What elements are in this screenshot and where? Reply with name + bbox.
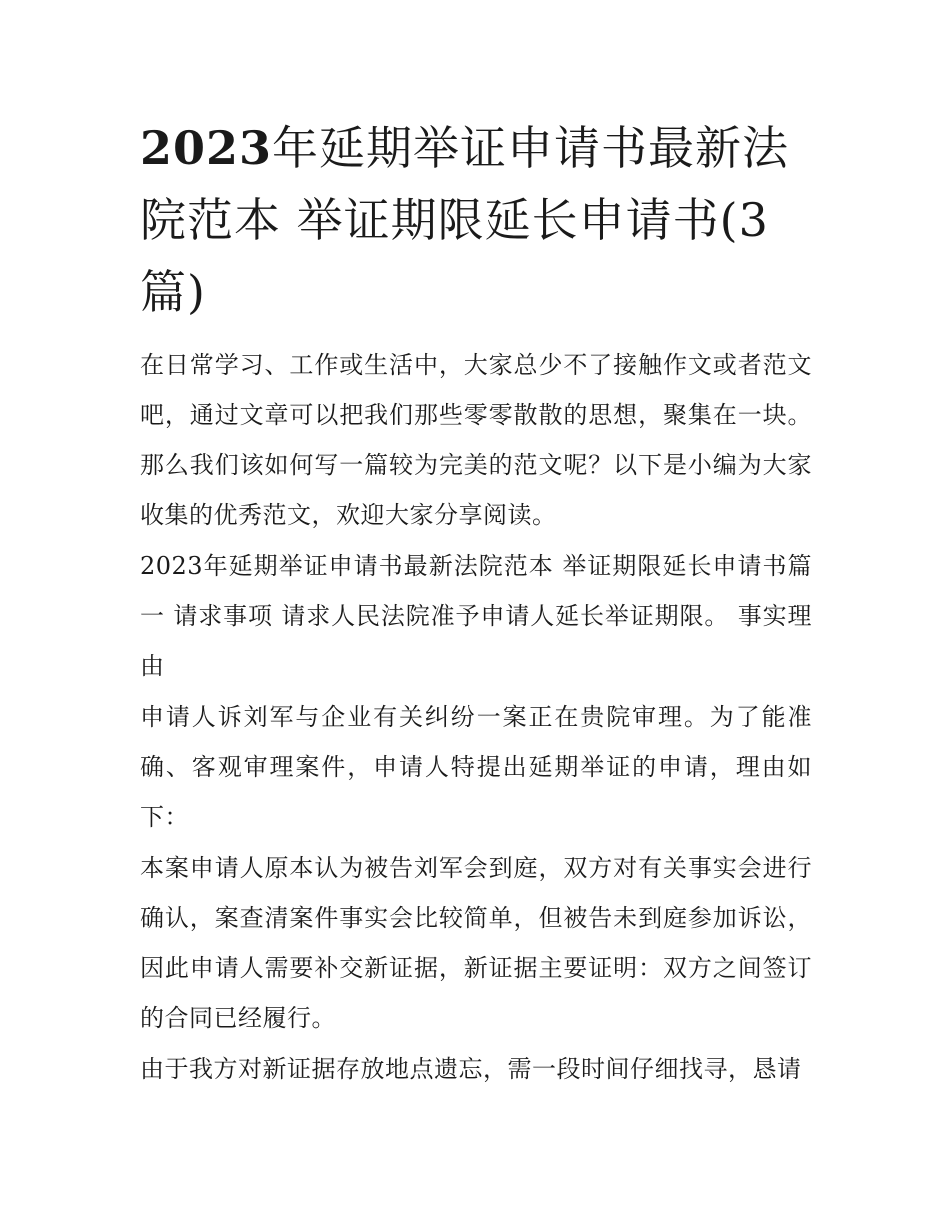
paragraph-case-background: 申请人诉刘军与企业有关纠纷一案正在贵院审理。为了能准确、客观审理案件，申请人特提出延期举证的申请，理由如下： [140, 703, 812, 831]
paragraph-intro: 在日常学习、工作或生活中，大家总少不了接触作文或者范文吧，通过文章可以把我们那些零零散散的思想，聚集在一块。那么我们该如何写一篇较为完美的范文呢？以下是小编为大家收集的优秀范文，欢迎大家分享阅读。 [140, 351, 812, 529]
paragraph-heading-request: 2023年延期举证申请书最新法院范本 举证期限延长申请书篇一 请求事项 请求人民法院准予申请人延长举证期限。 事实理由 [140, 552, 812, 680]
paragraph-continuation: 由于我方对新证据存放地点遗忘，需一段时间仔细找寻，恳请 [140, 1055, 802, 1083]
title-text: 年延期举证申请书最新法院范本 举证期限延长申请书(3篇) [140, 121, 790, 319]
document-title [140, 112, 812, 328]
document-page [140, 112, 812, 1094]
paragraph-reason: 本案申请人原本认为被告刘军会到庭，双方对有关事实会进行确认，案查清案件事实会比较简单，但被告未到庭参加诉讼，因此申请人需要补交新证据，新证据主要证明：双方之间签订的合同已经履行。 [140, 854, 812, 1032]
title-year: 2023 [140, 121, 273, 175]
